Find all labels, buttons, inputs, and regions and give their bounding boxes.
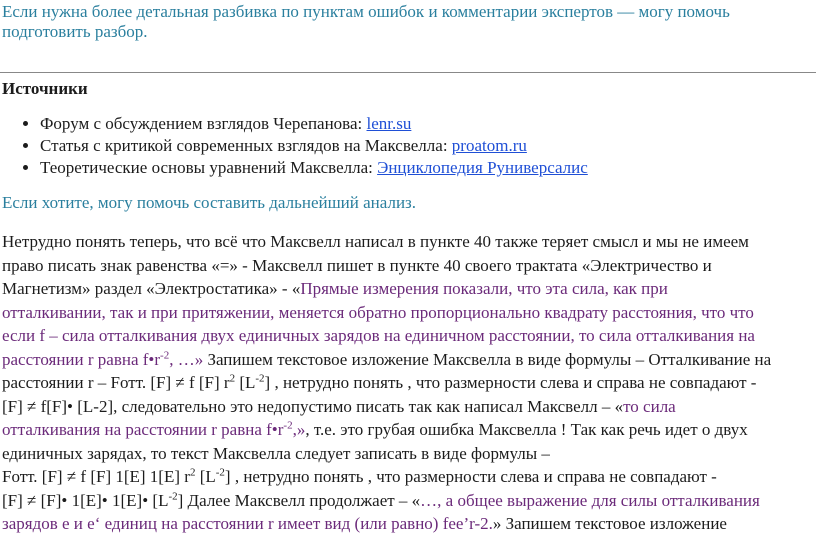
horizontal-divider bbox=[0, 72, 816, 73]
text-span: Fотт. [F] ≠ f [F] 1[E] 1[E] r bbox=[2, 467, 190, 486]
source-link-proatom[interactable]: proatom.ru bbox=[451, 136, 527, 155]
text-span: расстоянии r – Fотт. [F] ≠ f [F] r bbox=[2, 373, 230, 392]
text-span: , т.е. это грубая ошибка Максвелла ! Так как речь идет о двух bbox=[305, 420, 748, 439]
text-span: Запишем текстовое изложение Максвелла в виде формулы – Отталкивание на bbox=[203, 349, 772, 369]
quote-span: зарядов e и e‘ единиц на расстоянии r имеет вид (или равно) fee’r-2. bbox=[2, 514, 493, 533]
text-line: единичных зарядах, то текст Максвелла следует записать в виде формулы – bbox=[2, 443, 550, 463]
text-line: Нетрудно понять теперь, что всё что Максвелл написал в пункте 40 также теряет смысл и мы не имеем bbox=[2, 232, 749, 251]
text-span: [L bbox=[195, 467, 216, 486]
text-span: [F] ≠ [F]• 1[E]• 1[E]• [L bbox=[2, 490, 169, 510]
offer-text: Если хотите, могу помочь составить дальнейший анализ. bbox=[2, 193, 417, 212]
quote-span: , …» bbox=[169, 349, 204, 369]
text-line: отталкивании, так и при притяжении, меняется обратно пропорционально квадрату расстояния, что что bbox=[2, 302, 754, 322]
intro-line-1: Если нужна более детальная разбивка по пунктам ошибок и комментарии экспертов — могу помочь bbox=[2, 2, 730, 21]
source-text: Форум с обсуждением взглядов Черепанова: bbox=[40, 114, 367, 133]
sources-list bbox=[18, 113, 588, 179]
sources-heading: Источники bbox=[2, 79, 88, 98]
text-span: Магнетизм» раздел «Электростатика» - « bbox=[2, 279, 301, 298]
quote-span: …, а общее выражение для силы отталкивания bbox=[420, 490, 760, 510]
superscript: -2 bbox=[215, 466, 225, 479]
list-item bbox=[40, 113, 588, 135]
quote-span: расстоянии r равна f•r bbox=[2, 349, 161, 369]
text-span: [L bbox=[235, 373, 256, 392]
superscript: -2 bbox=[255, 372, 265, 385]
superscript: -2 bbox=[168, 489, 178, 502]
intro-paragraph bbox=[2, 2, 814, 42]
list-item bbox=[40, 135, 588, 157]
quote-span: отталкивания на расстоянии r равна f•r bbox=[2, 420, 284, 439]
text-line bbox=[2, 465, 814, 489]
text-line bbox=[2, 512, 814, 536]
intro-line-2: подготовить разбор. bbox=[2, 22, 148, 41]
superscript: 2 bbox=[229, 372, 236, 385]
text-line: если f – сила отталкивания двух единичных зарядов на единичном расстоянии, то сила отталкивания на bbox=[2, 326, 755, 345]
source-text: Статья с критикой современных взглядов на Максвелла: bbox=[40, 136, 452, 155]
source-text: Теоретические основы уравнений Максвелла: bbox=[40, 158, 378, 177]
text-span: [F] ≠ f[F]• [L-2], следовательно это недопустимо писать так как написал Максвелл – « bbox=[2, 396, 624, 416]
superscript: -2 bbox=[160, 348, 170, 361]
source-link-encyclopedia[interactable]: Энциклопедия Руниверсалис bbox=[377, 158, 588, 177]
superscript: 2 bbox=[189, 466, 196, 479]
text-line bbox=[2, 277, 814, 301]
text-line bbox=[2, 371, 814, 395]
text-line bbox=[2, 418, 814, 442]
source-link-lenr[interactable]: lenr.su bbox=[366, 114, 412, 133]
text-span: ] , нетрудно понять , что размерности слева и справа не совпадают - bbox=[264, 373, 757, 392]
text-span: ] , нетрудно понять , что размерности слева и справа не совпадают - bbox=[224, 467, 717, 486]
quote-span: Прямые измерения показали, что эта сила, как при bbox=[300, 279, 668, 298]
text-line bbox=[2, 348, 814, 372]
superscript: -2 bbox=[283, 419, 293, 432]
text-line: право писать знак равенства «=» - Максвелл пишет в пункте 40 своего трактата «Электричество и bbox=[2, 255, 712, 275]
quote-span: то сила bbox=[623, 396, 676, 416]
list-item bbox=[40, 157, 588, 179]
text-line bbox=[2, 395, 814, 419]
main-text bbox=[2, 230, 814, 536]
text-span: » Запишем текстовое изложение bbox=[492, 514, 727, 533]
text-line bbox=[2, 489, 814, 513]
quote-span: ,» bbox=[292, 420, 306, 439]
text-span: ] Далее Максвелл продолжает – « bbox=[177, 490, 421, 510]
